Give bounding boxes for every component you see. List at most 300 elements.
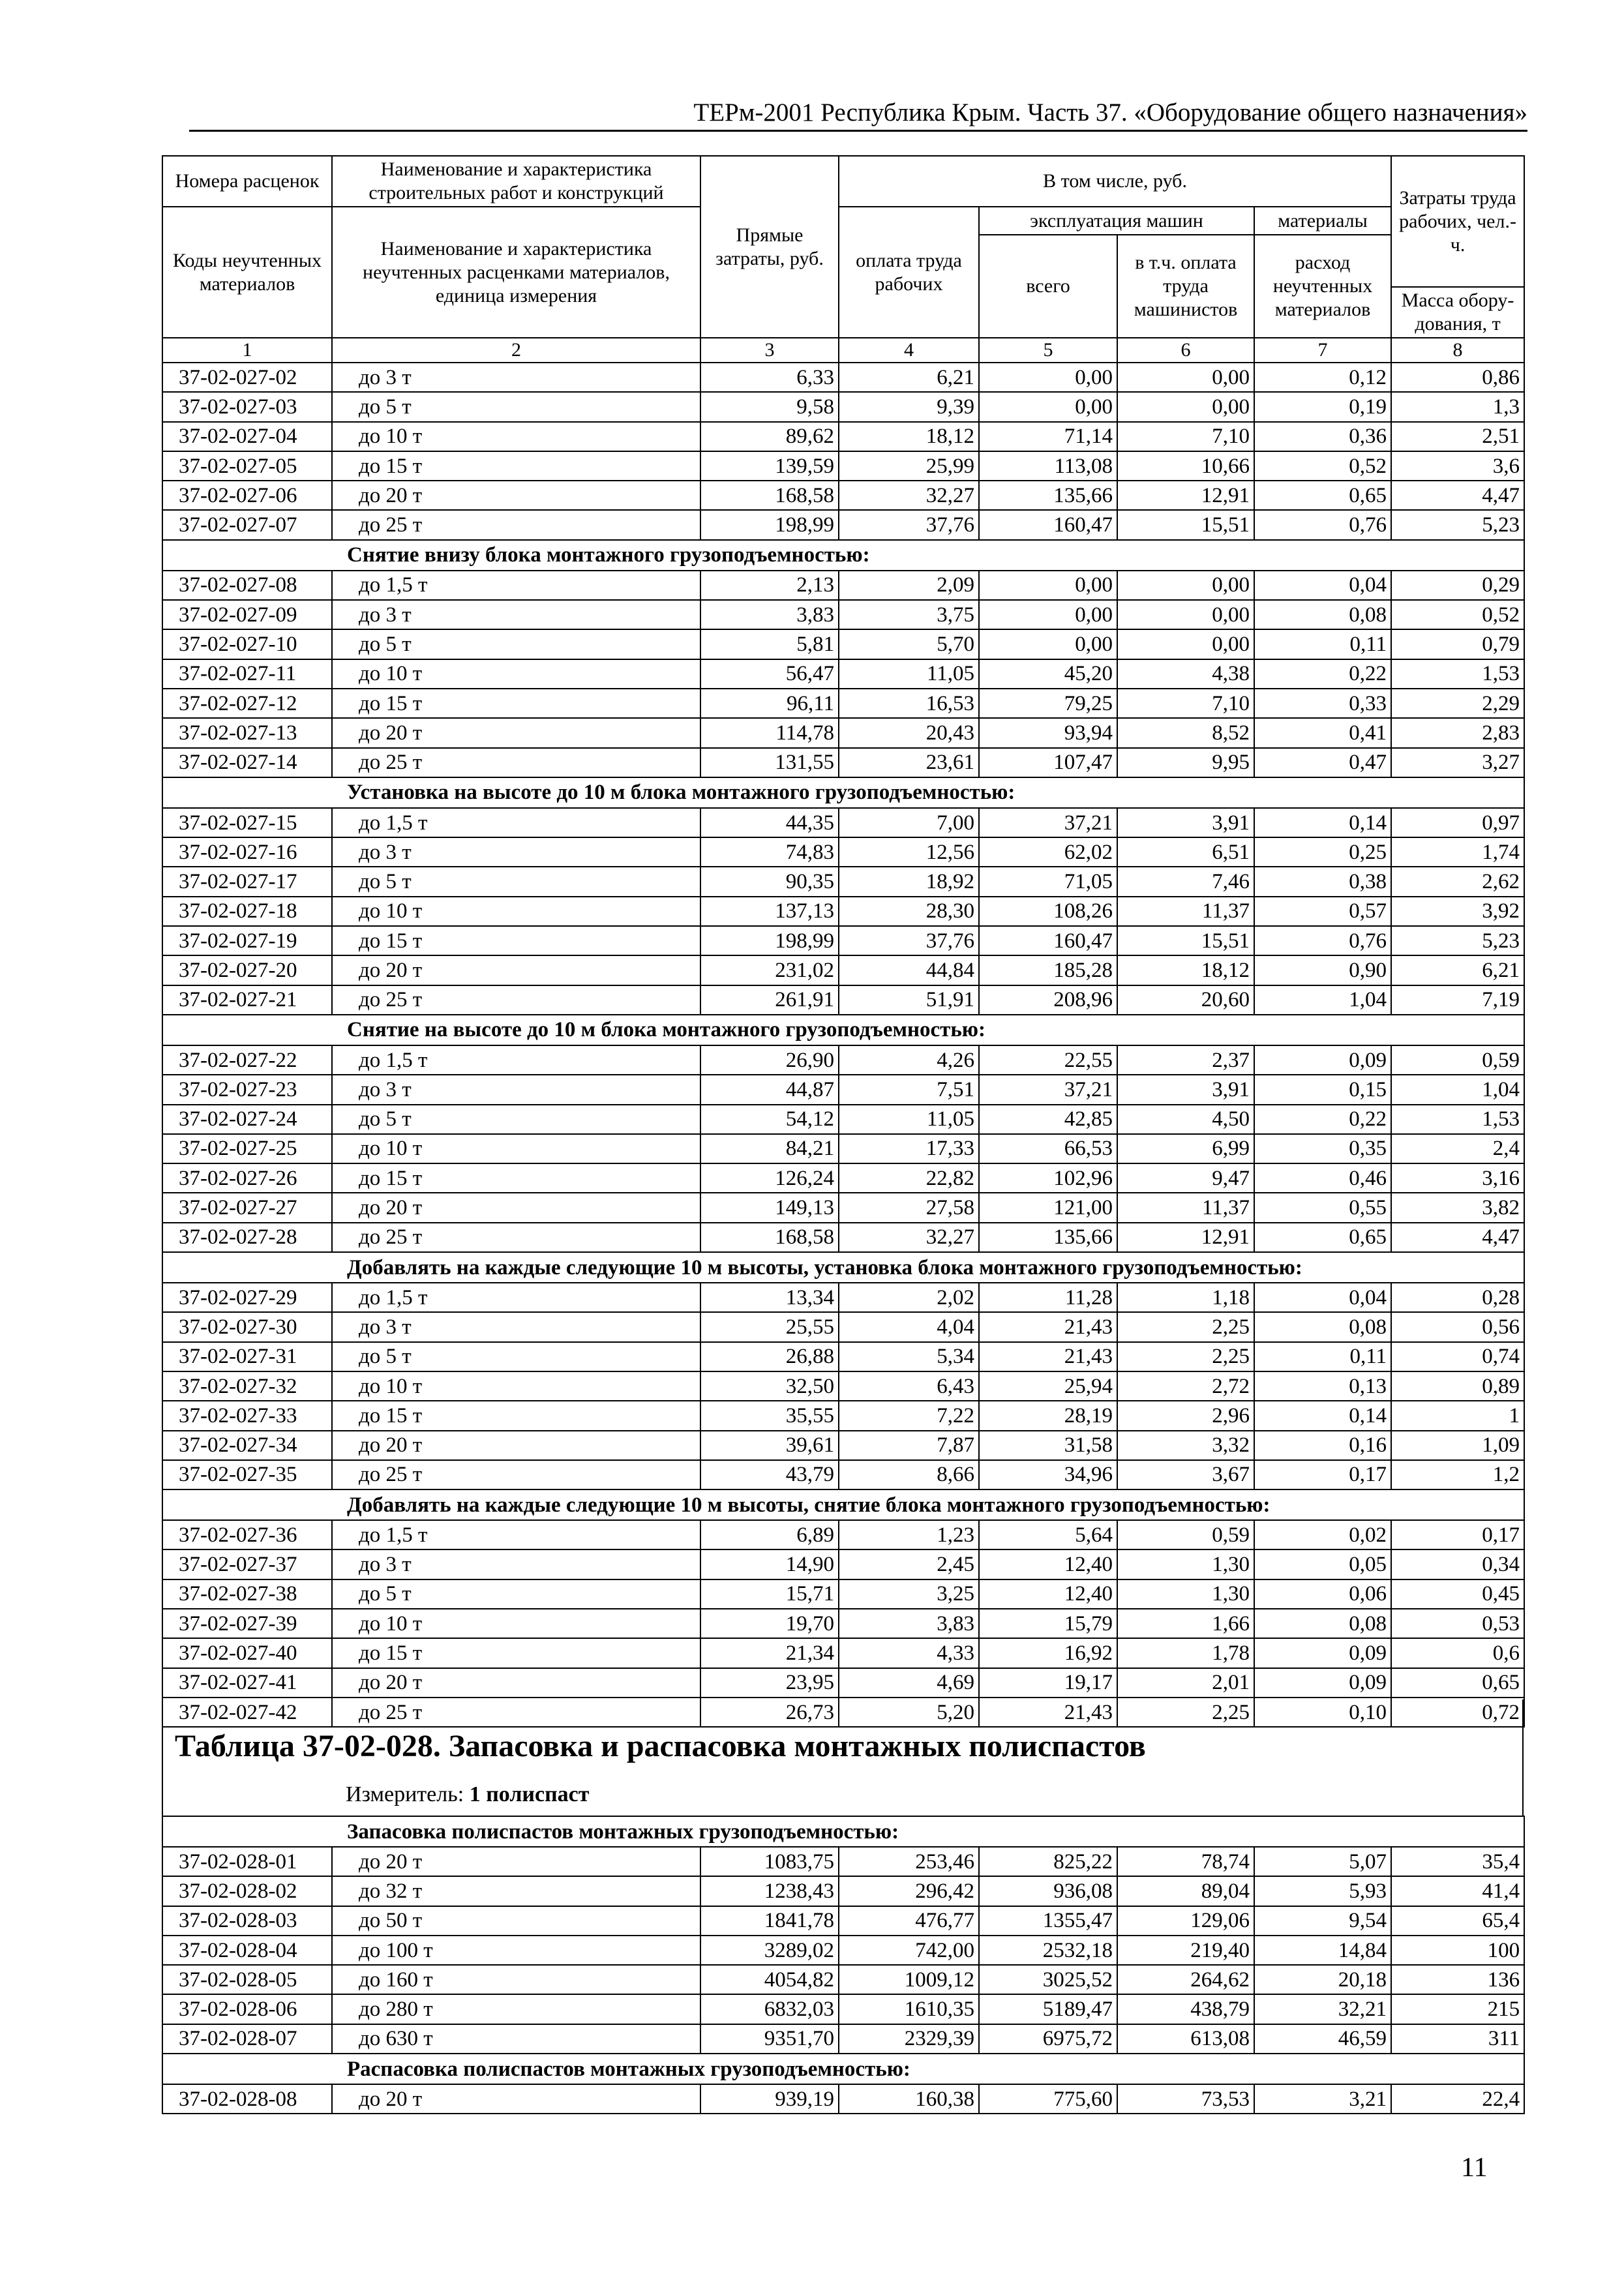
rate-code: 37-02-028-01 xyxy=(162,1847,332,1876)
rate-code: 37-02-027-21 xyxy=(162,985,332,1015)
materials-value: 20,18 xyxy=(1254,1965,1391,1994)
labor-cost-value: 0,45 xyxy=(1391,1579,1524,1609)
operators-pay-value: 7,10 xyxy=(1117,689,1254,718)
machines-total-value: 0,00 xyxy=(979,571,1117,600)
rate-code: 37-02-027-15 xyxy=(162,808,332,837)
machines-total-value: 135,66 xyxy=(979,481,1117,510)
labor-pay-value: 4,26 xyxy=(839,1045,979,1075)
measurer xyxy=(346,1782,589,1807)
machines-total-value: 3025,52 xyxy=(979,1965,1117,1994)
direct-costs-value: 89,62 xyxy=(700,422,839,451)
running-title: ТЕРм-2001 Республика Крым. Часть 37. «Оборудование общего назначения» xyxy=(189,98,1527,132)
rate-code: 37-02-027-02 xyxy=(162,363,332,392)
machines-total-value: 79,25 xyxy=(979,689,1117,718)
machines-total-value: 5,64 xyxy=(979,1520,1117,1549)
rate-name: до 3 т xyxy=(332,1312,700,1341)
direct-costs-value: 14,90 xyxy=(700,1549,839,1579)
labor-cost-value: 2,4 xyxy=(1391,1134,1524,1163)
materials-value: 46,59 xyxy=(1254,2024,1391,2054)
table-row xyxy=(162,1371,1524,1401)
labor-pay-value: 160,38 xyxy=(839,2084,979,2114)
operators-pay-value: 4,50 xyxy=(1117,1105,1254,1134)
labor-pay-value: 4,04 xyxy=(839,1312,979,1341)
labor-pay-value: 22,82 xyxy=(839,1163,979,1193)
direct-costs-value: 2,13 xyxy=(700,571,839,600)
table-row xyxy=(162,1045,1524,1075)
labor-pay-value: 4,69 xyxy=(839,1668,979,1698)
machines-total-value: 28,19 xyxy=(979,1401,1117,1430)
direct-costs-value: 6,89 xyxy=(700,1520,839,1549)
operators-pay-value: 264,62 xyxy=(1117,1965,1254,1994)
machines-total-value: 16,92 xyxy=(979,1638,1117,1668)
rate-code: 37-02-028-05 xyxy=(162,1965,332,1994)
section-row xyxy=(162,1489,1524,1520)
table-row xyxy=(162,718,1524,747)
operators-pay-value: 6,99 xyxy=(1117,1134,1254,1163)
header-machines-total: всего xyxy=(979,235,1117,338)
rate-name: до 5 т xyxy=(332,629,700,659)
machines-total-value: 1355,47 xyxy=(979,1906,1117,1936)
machines-total-value: 160,47 xyxy=(979,926,1117,955)
operators-pay-value: 78,74 xyxy=(1117,1847,1254,1876)
machines-total-value: 0,00 xyxy=(979,392,1117,421)
table-row xyxy=(162,363,1524,392)
direct-costs-value: 139,59 xyxy=(700,451,839,481)
table-row xyxy=(162,659,1524,689)
rate-name: до 15 т xyxy=(332,1638,700,1668)
direct-costs-value: 198,99 xyxy=(700,510,839,539)
rate-code: 37-02-027-25 xyxy=(162,1134,332,1163)
labor-cost-value: 2,83 xyxy=(1391,718,1524,747)
table-row xyxy=(162,926,1524,955)
direct-costs-value: 126,24 xyxy=(700,1163,839,1193)
materials-value: 0,22 xyxy=(1254,659,1391,689)
materials-value: 3,21 xyxy=(1254,2084,1391,2114)
labor-cost-value: 100 xyxy=(1391,1936,1524,1965)
direct-costs-value: 6,33 xyxy=(700,363,839,392)
materials-value: 0,09 xyxy=(1254,1045,1391,1075)
materials-value: 0,19 xyxy=(1254,392,1391,421)
operators-pay-value: 2,25 xyxy=(1117,1342,1254,1371)
labor-pay-value: 4,33 xyxy=(839,1638,979,1668)
machines-total-value: 12,40 xyxy=(979,1579,1117,1609)
direct-costs-value: 26,90 xyxy=(700,1045,839,1075)
labor-cost-value: 3,27 xyxy=(1391,748,1524,777)
rate-name: до 5 т xyxy=(332,392,700,421)
labor-pay-value: 6,21 xyxy=(839,363,979,392)
materials-value: 0,08 xyxy=(1254,1609,1391,1638)
operators-pay-value: 6,51 xyxy=(1117,837,1254,867)
operators-pay-value: 1,66 xyxy=(1117,1609,1254,1638)
operators-pay-value: 2,01 xyxy=(1117,1668,1254,1698)
machines-total-value: 21,43 xyxy=(979,1342,1117,1371)
column-number: 6 xyxy=(1117,338,1254,363)
table-row xyxy=(162,897,1524,926)
labor-cost-value: 0,29 xyxy=(1391,571,1524,600)
direct-costs-value: 56,47 xyxy=(700,659,839,689)
operators-pay-value: 2,25 xyxy=(1117,1698,1254,1727)
materials-value: 0,11 xyxy=(1254,1342,1391,1371)
materials-value: 0,13 xyxy=(1254,1371,1391,1401)
materials-value: 0,90 xyxy=(1254,955,1391,985)
rate-name: до 15 т xyxy=(332,689,700,718)
machines-total-value: 5189,47 xyxy=(979,1994,1117,2024)
labor-cost-value: 1 xyxy=(1391,1401,1524,1430)
rate-name: до 10 т xyxy=(332,1371,700,1401)
labor-pay-value: 27,58 xyxy=(839,1193,979,1222)
operators-pay-value: 1,18 xyxy=(1117,1283,1254,1312)
machines-total-value: 121,00 xyxy=(979,1193,1117,1222)
labor-pay-value: 32,27 xyxy=(839,1223,979,1252)
operators-pay-value: 4,38 xyxy=(1117,659,1254,689)
labor-pay-value: 3,83 xyxy=(839,1609,979,1638)
rate-name: до 10 т xyxy=(332,422,700,451)
direct-costs-value: 32,50 xyxy=(700,1371,839,1401)
direct-costs-value: 149,13 xyxy=(700,1193,839,1222)
materials-value: 0,02 xyxy=(1254,1520,1391,1549)
rate-code: 37-02-027-11 xyxy=(162,659,332,689)
direct-costs-value: 131,55 xyxy=(700,748,839,777)
header-machines: эксплуатация машин xyxy=(979,207,1254,235)
table-row xyxy=(162,1994,1524,2024)
materials-value: 0,10 xyxy=(1254,1698,1391,1727)
rate-name: до 20 т xyxy=(332,1193,700,1222)
labor-cost-value: 1,74 xyxy=(1391,837,1524,867)
machines-total-value: 0,00 xyxy=(979,600,1117,629)
rate-code: 37-02-027-26 xyxy=(162,1163,332,1193)
labor-cost-value: 4,47 xyxy=(1391,1223,1524,1252)
direct-costs-value: 1841,78 xyxy=(700,1906,839,1936)
materials-value: 5,93 xyxy=(1254,1876,1391,1906)
machines-total-value: 113,08 xyxy=(979,451,1117,481)
table-row xyxy=(162,1549,1524,1579)
machines-total-value: 21,43 xyxy=(979,1698,1117,1727)
table-row xyxy=(162,1460,1524,1489)
operators-pay-value: 1,30 xyxy=(1117,1549,1254,1579)
table-row xyxy=(162,837,1524,867)
labor-pay-value: 7,22 xyxy=(839,1401,979,1430)
materials-value: 0,55 xyxy=(1254,1193,1391,1222)
rate-code: 37-02-027-09 xyxy=(162,600,332,629)
labor-pay-value: 6,43 xyxy=(839,1371,979,1401)
direct-costs-value: 19,70 xyxy=(700,1609,839,1638)
table-row xyxy=(162,1223,1524,1252)
machines-total-value: 34,96 xyxy=(979,1460,1117,1489)
materials-value: 0,09 xyxy=(1254,1668,1391,1698)
rate-code: 37-02-027-10 xyxy=(162,629,332,659)
direct-costs-value: 3289,02 xyxy=(700,1936,839,1965)
materials-value: 0,52 xyxy=(1254,451,1391,481)
rate-code: 37-02-027-16 xyxy=(162,837,332,867)
rate-code: 37-02-027-32 xyxy=(162,1371,332,1401)
labor-cost-value: 0,28 xyxy=(1391,1283,1524,1312)
rate-name: до 3 т xyxy=(332,600,700,629)
operators-pay-value: 3,91 xyxy=(1117,808,1254,837)
rate-code: 37-02-028-04 xyxy=(162,1936,332,1965)
section-row xyxy=(162,1252,1524,1283)
labor-pay-value: 16,53 xyxy=(839,689,979,718)
materials-value: 0,08 xyxy=(1254,600,1391,629)
rate-name: до 15 т xyxy=(332,926,700,955)
machines-total-value: 22,55 xyxy=(979,1045,1117,1075)
labor-cost-value: 311 xyxy=(1391,2024,1524,2054)
labor-pay-value: 2,45 xyxy=(839,1549,979,1579)
operators-pay-value: 11,37 xyxy=(1117,1193,1254,1222)
materials-value: 32,21 xyxy=(1254,1994,1391,2024)
direct-costs-value: 25,55 xyxy=(700,1312,839,1341)
rate-name: до 10 т xyxy=(332,1609,700,1638)
rate-name: до 1,5 т xyxy=(332,1283,700,1312)
direct-costs-value: 39,61 xyxy=(700,1431,839,1460)
labor-pay-value: 11,05 xyxy=(839,659,979,689)
labor-cost-value: 0,86 xyxy=(1391,363,1524,392)
header-unaccounted-materials: расход неучтенных материалов xyxy=(1254,235,1391,338)
rate-code: 37-02-027-37 xyxy=(162,1549,332,1579)
table-row xyxy=(162,1668,1524,1698)
header-including: В том числе, руб. xyxy=(839,156,1391,207)
direct-costs-value: 26,88 xyxy=(700,1342,839,1371)
labor-pay-value: 51,91 xyxy=(839,985,979,1015)
rate-code: 37-02-027-22 xyxy=(162,1045,332,1075)
materials-value: 0,35 xyxy=(1254,1134,1391,1163)
direct-costs-value: 939,19 xyxy=(700,2084,839,2114)
rate-name: до 32 т xyxy=(332,1876,700,1906)
labor-cost-value: 1,04 xyxy=(1391,1075,1524,1104)
rate-name: до 1,5 т xyxy=(332,808,700,837)
rate-code: 37-02-027-27 xyxy=(162,1193,332,1222)
table-row xyxy=(162,1105,1524,1134)
direct-costs-value: 168,58 xyxy=(700,481,839,510)
table-row xyxy=(162,1193,1524,1222)
operators-pay-value: 9,95 xyxy=(1117,748,1254,777)
labor-cost-value: 22,4 xyxy=(1391,2084,1524,2114)
direct-costs-value: 4054,82 xyxy=(700,1965,839,1994)
rate-code: 37-02-027-07 xyxy=(162,510,332,539)
direct-costs-value: 1083,75 xyxy=(700,1847,839,1876)
direct-costs-value: 3,83 xyxy=(700,600,839,629)
header-rate-numbers: Номера расценок xyxy=(162,156,332,207)
labor-cost-value: 3,92 xyxy=(1391,897,1524,926)
labor-cost-value: 1,09 xyxy=(1391,1431,1524,1460)
table-row xyxy=(162,2024,1524,2054)
header-materials: материалы xyxy=(1254,207,1391,235)
header-material-codes: Коды неучтенных материалов xyxy=(162,207,332,338)
machines-total-value: 37,21 xyxy=(979,808,1117,837)
materials-value: 0,08 xyxy=(1254,1312,1391,1341)
operators-pay-value: 10,66 xyxy=(1117,451,1254,481)
table-row xyxy=(162,808,1524,837)
rate-name: до 20 т xyxy=(332,481,700,510)
operators-pay-value: 7,46 xyxy=(1117,867,1254,896)
materials-value: 0,15 xyxy=(1254,1075,1391,1104)
labor-cost-value: 215 xyxy=(1391,1994,1524,2024)
materials-value: 5,07 xyxy=(1254,1847,1391,1876)
direct-costs-value: 137,13 xyxy=(700,897,839,926)
rate-name: до 5 т xyxy=(332,1579,700,1609)
rate-code: 37-02-027-36 xyxy=(162,1520,332,1549)
materials-value: 1,04 xyxy=(1254,985,1391,1015)
table-row xyxy=(162,481,1524,510)
labor-cost-value: 0,72 xyxy=(1391,1698,1524,1727)
table-row xyxy=(162,1163,1524,1193)
materials-value: 0,76 xyxy=(1254,510,1391,539)
table-row xyxy=(162,748,1524,777)
materials-value: 0,09 xyxy=(1254,1638,1391,1668)
labor-pay-value: 18,92 xyxy=(839,867,979,896)
table-row xyxy=(162,510,1524,539)
section-title: Добавлять на каждые следующие 10 м высоты, установка блока монтажного грузоподъемностью: xyxy=(162,1252,1524,1283)
rate-name: до 50 т xyxy=(332,1906,700,1936)
rate-name: до 100 т xyxy=(332,1936,700,1965)
labor-pay-value: 5,34 xyxy=(839,1342,979,1371)
materials-value: 0,65 xyxy=(1254,481,1391,510)
direct-costs-value: 5,81 xyxy=(700,629,839,659)
table-row xyxy=(162,1579,1524,1609)
rate-name: до 160 т xyxy=(332,1965,700,1994)
materials-value: 0,65 xyxy=(1254,1223,1391,1252)
header-direct-costs: Прямые затраты, руб. xyxy=(700,156,839,338)
labor-cost-value: 0,53 xyxy=(1391,1609,1524,1638)
machines-total-value: 31,58 xyxy=(979,1431,1117,1460)
rate-code: 37-02-027-29 xyxy=(162,1283,332,1312)
rate-name: до 20 т xyxy=(332,1668,700,1698)
rate-code: 37-02-027-35 xyxy=(162,1460,332,1489)
labor-pay-value: 2329,39 xyxy=(839,2024,979,2054)
rate-code: 37-02-027-05 xyxy=(162,451,332,481)
labor-pay-value: 1,23 xyxy=(839,1520,979,1549)
direct-costs-value: 44,35 xyxy=(700,808,839,837)
direct-costs-value: 23,95 xyxy=(700,1668,839,1698)
rate-name: до 20 т xyxy=(332,1847,700,1876)
labor-cost-value: 0,89 xyxy=(1391,1371,1524,1401)
table-row xyxy=(162,1876,1524,1906)
machines-total-value: 45,20 xyxy=(979,659,1117,689)
machines-total-value: 11,28 xyxy=(979,1283,1117,1312)
section-row xyxy=(162,777,1524,808)
machines-total-value: 42,85 xyxy=(979,1105,1117,1134)
machines-total-value: 135,66 xyxy=(979,1223,1117,1252)
table-row xyxy=(162,1283,1524,1312)
machines-total-value: 107,47 xyxy=(979,748,1117,777)
rate-code: 37-02-027-38 xyxy=(162,1579,332,1609)
rate-code: 37-02-027-28 xyxy=(162,1223,332,1252)
materials-value: 0,38 xyxy=(1254,867,1391,896)
rate-name: до 10 т xyxy=(332,659,700,689)
machines-total-value: 62,02 xyxy=(979,837,1117,867)
rate-name: до 15 т xyxy=(332,451,700,481)
direct-costs-value: 35,55 xyxy=(700,1401,839,1430)
rate-code: 37-02-028-06 xyxy=(162,1994,332,2024)
header-labor-cost: Затраты труда рабочих, чел.-ч. xyxy=(1391,156,1524,287)
labor-cost-value: 0,74 xyxy=(1391,1342,1524,1371)
rate-code: 37-02-027-18 xyxy=(162,897,332,926)
rate-code: 37-02-027-03 xyxy=(162,392,332,421)
table-row xyxy=(162,422,1524,451)
materials-value: 0,41 xyxy=(1254,718,1391,747)
header-operators-pay: в т.ч. оплата труда машинистов xyxy=(1117,235,1254,338)
table-row xyxy=(162,1075,1524,1104)
labor-pay-value: 742,00 xyxy=(839,1936,979,1965)
machines-total-value: 825,22 xyxy=(979,1847,1117,1876)
labor-pay-value: 8,66 xyxy=(839,1460,979,1489)
rate-name: до 10 т xyxy=(332,897,700,926)
table-row xyxy=(162,985,1524,1015)
rate-name: до 5 т xyxy=(332,1342,700,1371)
rate-code: 37-02-028-07 xyxy=(162,2024,332,2054)
direct-costs-value: 26,73 xyxy=(700,1698,839,1727)
machines-total-value: 936,08 xyxy=(979,1876,1117,1906)
operators-pay-value: 15,51 xyxy=(1117,926,1254,955)
labor-cost-value: 5,23 xyxy=(1391,926,1524,955)
operators-pay-value: 219,40 xyxy=(1117,1936,1254,1965)
machines-total-value: 21,43 xyxy=(979,1312,1117,1341)
labor-pay-value: 9,39 xyxy=(839,392,979,421)
table-row xyxy=(162,1638,1524,1668)
machines-total-value: 108,26 xyxy=(979,897,1117,926)
labor-cost-value: 0,56 xyxy=(1391,1312,1524,1341)
operators-pay-value: 0,59 xyxy=(1117,1520,1254,1549)
materials-value: 0,14 xyxy=(1254,1401,1391,1430)
rate-code: 37-02-027-04 xyxy=(162,422,332,451)
header-equipment-mass: Масса обору-дования, т xyxy=(1391,287,1524,338)
page-number: 11 xyxy=(1461,2153,1488,2183)
materials-value: 0,11 xyxy=(1254,629,1391,659)
machines-total-value: 0,00 xyxy=(979,363,1117,392)
operators-pay-value: 11,37 xyxy=(1117,897,1254,926)
operators-pay-value: 0,00 xyxy=(1117,571,1254,600)
operators-pay-value: 3,91 xyxy=(1117,1075,1254,1104)
labor-cost-value: 136 xyxy=(1391,1965,1524,1994)
table-row xyxy=(162,392,1524,421)
direct-costs-value: 15,71 xyxy=(700,1579,839,1609)
column-number: 7 xyxy=(1254,338,1391,363)
rate-code: 37-02-028-02 xyxy=(162,1876,332,1906)
labor-pay-value: 2,02 xyxy=(839,1283,979,1312)
labor-pay-value: 7,51 xyxy=(839,1075,979,1104)
table-row xyxy=(162,1312,1524,1341)
rates-table xyxy=(162,155,1525,1728)
direct-costs-value: 54,12 xyxy=(700,1105,839,1134)
materials-value: 0,16 xyxy=(1254,1431,1391,1460)
rate-code: 37-02-027-13 xyxy=(162,718,332,747)
measurer-value: 1 полиспаст xyxy=(469,1782,590,1806)
labor-cost-value: 3,82 xyxy=(1391,1193,1524,1222)
operators-pay-value: 73,53 xyxy=(1117,2084,1254,2114)
direct-costs-value: 198,99 xyxy=(700,926,839,955)
rate-code: 37-02-027-23 xyxy=(162,1075,332,1104)
operators-pay-value: 438,79 xyxy=(1117,1994,1254,2024)
section-title: Добавлять на каждые следующие 10 м высоты, снятие блока монтажного грузоподъемностью: xyxy=(162,1489,1524,1520)
operators-pay-value: 0,00 xyxy=(1117,363,1254,392)
direct-costs-value: 90,35 xyxy=(700,867,839,896)
labor-cost-value: 0,6 xyxy=(1391,1638,1524,1668)
rate-code: 37-02-027-14 xyxy=(162,748,332,777)
machines-total-value: 12,40 xyxy=(979,1549,1117,1579)
labor-pay-value: 476,77 xyxy=(839,1906,979,1936)
table-row xyxy=(162,1342,1524,1371)
rate-name: до 20 т xyxy=(332,955,700,985)
labor-pay-value: 17,33 xyxy=(839,1134,979,1163)
table-row xyxy=(162,1847,1524,1876)
materials-value: 0,14 xyxy=(1254,808,1391,837)
labor-pay-value: 28,30 xyxy=(839,897,979,926)
rate-name: до 5 т xyxy=(332,867,700,896)
column-number: 8 xyxy=(1391,338,1524,363)
section-title: Снятие внизу блока монтажного грузоподъемностью: xyxy=(162,540,1524,571)
materials-value: 0,46 xyxy=(1254,1163,1391,1193)
operators-pay-value: 3,67 xyxy=(1117,1460,1254,1489)
table-row xyxy=(162,571,1524,600)
